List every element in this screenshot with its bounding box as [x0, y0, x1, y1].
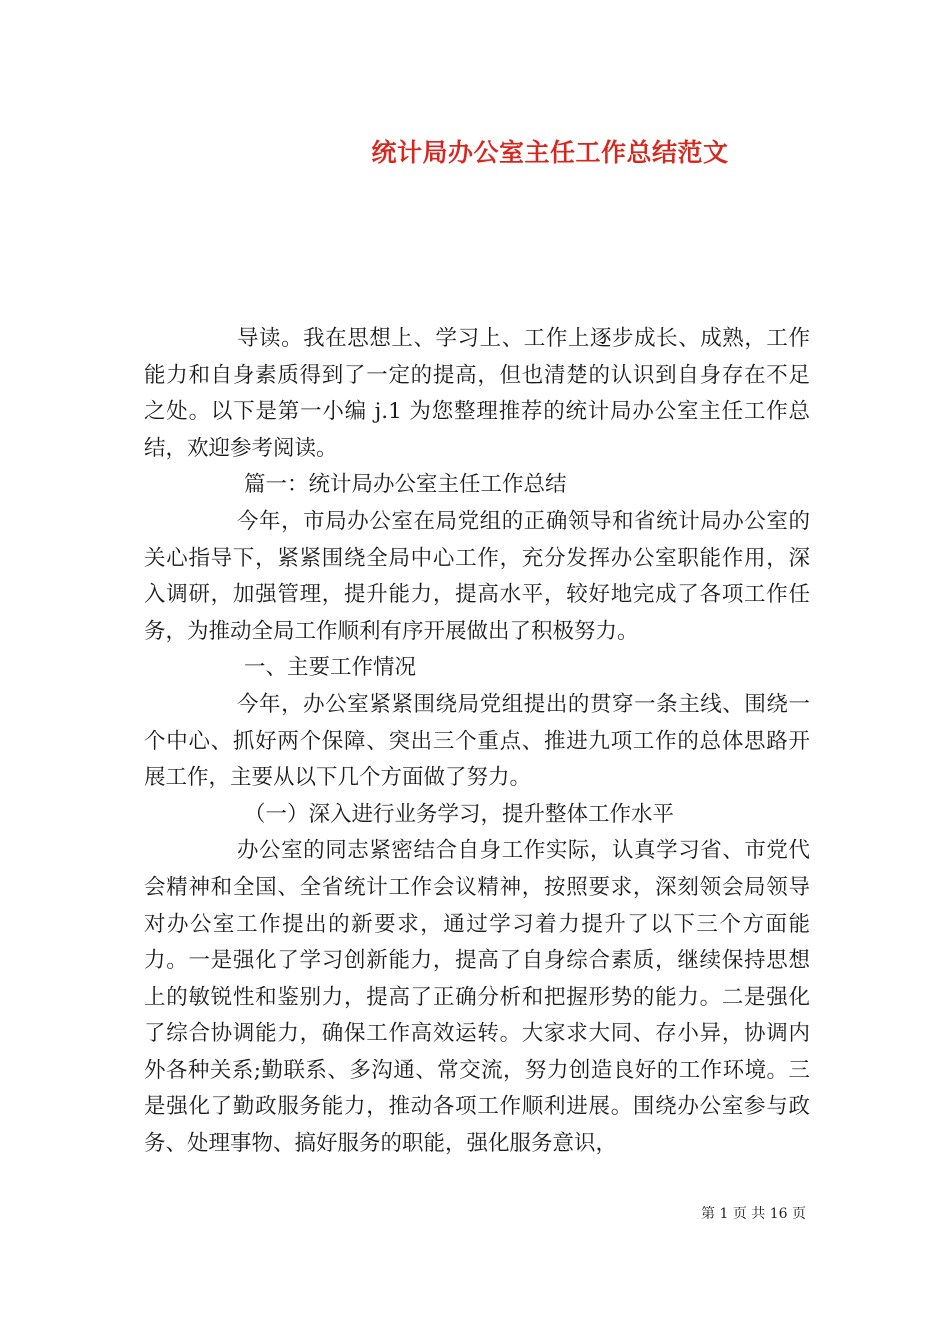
section-heading: 篇一：统计局办公室主任工作总结 — [244, 472, 567, 498]
body-paragraph: 今年，市局办公室在局党组的正确领导和省统计局办公室的关心指导下，紧紧围绕全局中心工作，充分发挥办公室职能作用，深入调研，加强管理，提升能力，提高水平，较好地完成了各项工作任务，为推动全局工作顺利有序开展做出了积极努力。 — [144, 508, 810, 644]
document-body — [144, 321, 810, 1163]
intro-paragraph: 导读。我在思想上、学习上、工作上逐步成长、成熟，工作能力和自身素质得到了一定的提高，但也清楚的认识到自身存在不足之处。以下是第一小编 j.1 为您整理推荐的统计局办公室主任工作总结，欢迎参考阅读。 — [144, 326, 810, 461]
body-paragraph: 办公室的同志紧密结合自身工作实际，认真学习省、市党代会精神和全国、全省统计工作会议精神，按照要求，深刻领会局领导对办公室工作提出的新要求，通过学习着力提升了以下三个方面能力。一是强化了学习创新能力，提高了自身综合素质，继续保持思想上的敏锐性和鉴别力，提高了正确分析和把握形势的能力。二是强化了综合协调能力，确保工作高效运转。大家求大同、存小异，协调内外各种关系;勤联系、多沟通、常交流，努力创造良好的工作环境。三是强化了勤政服务能力，推动各项工作顺利进展。围绕办公室参与政务、处理事物、搞好服务的职能，强化服务意识， — [144, 838, 810, 1157]
body-paragraph: 今年，办公室紧紧围绕局党组提出的贯穿一条主线、围绕一个中心、抓好两个保障、突出三个重点、推进九项工作的总体思路开展工作，主要从以下几个方面做了努力。 — [144, 691, 810, 791]
subsection-heading: （一）深入进行业务学习，提升整体工作水平 — [244, 801, 675, 827]
document-title: 统计局办公室主任工作总结范文 — [371, 138, 729, 167]
page-number-footer: 第 1 页 共 16 页 — [701, 1206, 806, 1222]
section-heading: 一、主要工作情况 — [244, 655, 417, 681]
